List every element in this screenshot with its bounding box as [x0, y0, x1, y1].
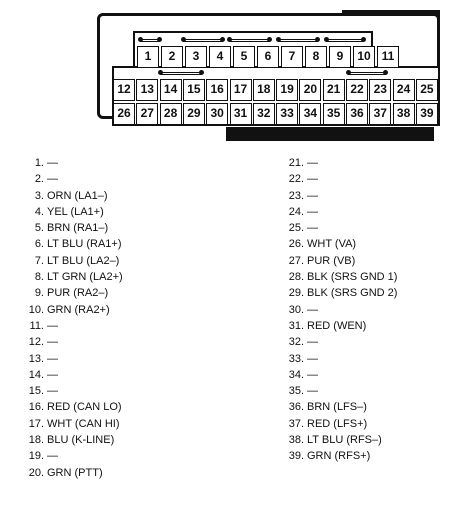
shorting-bar: [348, 72, 386, 75]
pin-list-item: [260, 220, 460, 236]
pin-list-item: [260, 367, 460, 383]
pin-description: BLK (SRS GND 2): [307, 287, 398, 300]
pin-description: BLU (K-LINE): [47, 434, 115, 447]
pin-description: —: [47, 450, 58, 463]
shorting-bar: [229, 39, 270, 42]
pin-22: 22: [346, 79, 368, 101]
pin-number: 10.: [28, 303, 44, 316]
pin-description: —: [307, 205, 318, 218]
pin-28: 28: [160, 103, 182, 125]
pin-37: 37: [369, 103, 391, 125]
pin-6: 6: [257, 46, 279, 68]
pin-list-item: [260, 432, 460, 448]
pin-number: 29.: [288, 287, 304, 300]
pin-description: BRN (LFS–): [307, 401, 367, 414]
pin-number: 5.: [34, 222, 44, 235]
pin-description: LT BLU (LA2–): [47, 254, 120, 267]
pin-description: —: [47, 368, 58, 381]
pin-number: 12.: [28, 336, 44, 349]
pin-description: —: [47, 336, 58, 349]
shorting-bar: [160, 72, 202, 75]
pin-list-left: [0, 155, 200, 481]
pin-list-item: [0, 318, 200, 334]
pin-list-item: [260, 302, 460, 318]
pin-35: 35: [323, 103, 345, 125]
pin-30: 30: [206, 103, 228, 125]
pin-2: 2: [161, 46, 183, 68]
connector-diagram: [0, 0, 460, 150]
pin-list-right: [260, 155, 460, 465]
pin-description: WHT (CAN HI): [47, 417, 120, 430]
pin-number: 30.: [288, 303, 304, 316]
pin-list-item: [0, 171, 200, 187]
pin-description: ORN (LA1–): [47, 189, 108, 202]
pin-description: WHT (VA): [307, 238, 357, 251]
pin-number: 3.: [34, 189, 44, 202]
pin-number: 28.: [288, 271, 304, 284]
pin-list-item: [260, 351, 460, 367]
pin-number: 19.: [28, 450, 44, 463]
pin-number: 35.: [288, 385, 304, 398]
pin-number: 9.: [34, 287, 44, 300]
pin-description: —: [307, 352, 318, 365]
pin-11: 11: [377, 46, 399, 68]
pin-description: LT BLU (RA1+): [47, 238, 122, 251]
pin-description: —: [307, 189, 318, 202]
pin-description: BLK (SRS GND 1): [307, 271, 398, 284]
pin-list-item: [0, 399, 200, 415]
pin-number: 2.: [34, 173, 44, 186]
pin-24: 24: [393, 79, 415, 101]
pin-list-item: [0, 367, 200, 383]
pin-description: GRN (RA2+): [47, 303, 110, 316]
pin-list-item: [260, 253, 460, 269]
shorting-bar: [183, 39, 223, 42]
pin-list-item: [260, 171, 460, 187]
pin-number: 23.: [288, 189, 304, 202]
pin-list-item: [260, 204, 460, 220]
pin-description: PUR (VB): [307, 254, 356, 267]
pin-34: 34: [299, 103, 321, 125]
shorting-bar: [278, 39, 318, 42]
pin-list-item: [0, 220, 200, 236]
pin-description: PUR (RA2–): [47, 287, 109, 300]
pin-21: 21: [323, 79, 345, 101]
pin-list-item: [260, 236, 460, 252]
pin-8: 8: [305, 46, 327, 68]
pin-number: 26.: [288, 238, 304, 251]
pin-number: 24.: [288, 205, 304, 218]
pin-26: 26: [113, 103, 135, 125]
pin-description: BRN (RA1–): [47, 222, 109, 235]
pin-18: 18: [253, 79, 275, 101]
pin-number: 27.: [288, 254, 304, 267]
pin-description: —: [307, 157, 318, 169]
pin-14: 14: [160, 79, 182, 101]
pin-23: 23: [369, 79, 391, 101]
pin-list-item: [260, 318, 460, 334]
pin-description: LT BLU (RFS–): [307, 434, 382, 447]
pin-5: 5: [233, 46, 255, 68]
pin-number: 14.: [28, 368, 44, 381]
pin-number: 21.: [288, 157, 304, 169]
pin-3: 3: [185, 46, 207, 68]
pin-number: 18.: [28, 434, 44, 447]
pin-number: 11.: [29, 319, 44, 332]
pin-17: 17: [230, 79, 252, 101]
connector-latch-bottom: [226, 127, 434, 141]
pin-number: 1.: [34, 157, 44, 169]
pin-list-item: [0, 188, 200, 204]
pin-19: 19: [276, 79, 298, 101]
pin-10: 10: [353, 46, 375, 68]
shorting-bar: [140, 39, 160, 42]
pin-description: RED (LFS+): [307, 417, 368, 430]
pin-number: 16.: [28, 401, 44, 414]
pin-number: 33.: [288, 352, 304, 365]
pin-12: 12: [113, 79, 135, 101]
pin-number: 39.: [288, 450, 304, 463]
pin-7: 7: [281, 46, 303, 68]
pin-number: 15.: [28, 385, 44, 398]
pin-list-item: [0, 236, 200, 252]
pin-list-item: [0, 334, 200, 350]
shorting-bar: [326, 39, 364, 42]
pin-list-item: [260, 269, 460, 285]
pin-number: 34.: [288, 368, 304, 381]
pin-list-item: [0, 155, 200, 171]
pin-15: 15: [183, 79, 205, 101]
pin-number: 38.: [288, 434, 304, 447]
pin-number: 4.: [34, 205, 44, 218]
pin-number: 36.: [288, 401, 304, 414]
pin-number: 6.: [34, 238, 44, 251]
pin-1: 1: [137, 46, 159, 68]
pin-list-item: [0, 285, 200, 301]
pin-list-item: [260, 188, 460, 204]
pin-13: 13: [136, 79, 158, 101]
pin-number: 37.: [288, 417, 304, 430]
pin-number: 32.: [288, 336, 304, 349]
pin-description: —: [47, 319, 58, 332]
pin-number: 31.: [288, 319, 304, 332]
pin-list-item: [260, 285, 460, 301]
pin-39: 39: [416, 103, 438, 125]
pin-36: 36: [346, 103, 368, 125]
pin-list-item: [0, 448, 200, 464]
pin-description: GRN (RFS+): [307, 450, 371, 463]
pin-list-item: [260, 383, 460, 399]
pin-4: 4: [209, 46, 231, 68]
pin-list-item: [260, 155, 460, 171]
pin-description: RED (WEN): [307, 319, 367, 332]
pin-description: GRN (PTT): [47, 466, 103, 479]
pin-description: LT GRN (LA2+): [47, 271, 123, 284]
pin-description: —: [47, 157, 58, 169]
pin-25: 25: [416, 79, 438, 101]
pin-33: 33: [276, 103, 298, 125]
pin-list-item: [0, 465, 200, 481]
pin-description: —: [307, 336, 318, 349]
pin-9: 9: [329, 46, 351, 68]
pin-description: —: [307, 303, 318, 316]
pin-31: 31: [230, 103, 252, 125]
pin-number: 13.: [28, 352, 44, 365]
pin-number: 7.: [34, 254, 44, 267]
pin-number: 17.: [28, 417, 44, 430]
pin-number: 22.: [288, 173, 304, 186]
pin-list-item: [0, 416, 200, 432]
pin-number: 20.: [28, 466, 44, 479]
pin-list-item: [0, 253, 200, 269]
pin-description: —: [307, 368, 318, 381]
pin-description: —: [307, 222, 318, 235]
pin-description: —: [307, 173, 318, 186]
pin-list-item: [0, 383, 200, 399]
pin-29: 29: [183, 103, 205, 125]
pin-list-item: [260, 399, 460, 415]
pin-32: 32: [253, 103, 275, 125]
pin-description: —: [307, 385, 318, 398]
pin-list-item: [0, 302, 200, 318]
pin-list-item: [260, 334, 460, 350]
pin-list-item: [0, 204, 200, 220]
pin-27: 27: [136, 103, 158, 125]
pin-description: —: [47, 352, 58, 365]
pin-list-item: [0, 269, 200, 285]
pin-number: 8.: [34, 271, 44, 284]
pin-description: —: [47, 173, 58, 186]
pin-list-item: [0, 432, 200, 448]
pin-20: 20: [299, 79, 321, 101]
pin-description: RED (CAN LO): [47, 401, 122, 414]
pin-list-item: [260, 416, 460, 432]
pin-number: 25.: [288, 222, 304, 235]
pin-description: —: [47, 385, 58, 398]
pin-16: 16: [206, 79, 228, 101]
pin-list-item: [260, 448, 460, 464]
pin-list-item: [0, 351, 200, 367]
pin-description: YEL (LA1+): [47, 205, 104, 218]
pin-38: 38: [393, 103, 415, 125]
